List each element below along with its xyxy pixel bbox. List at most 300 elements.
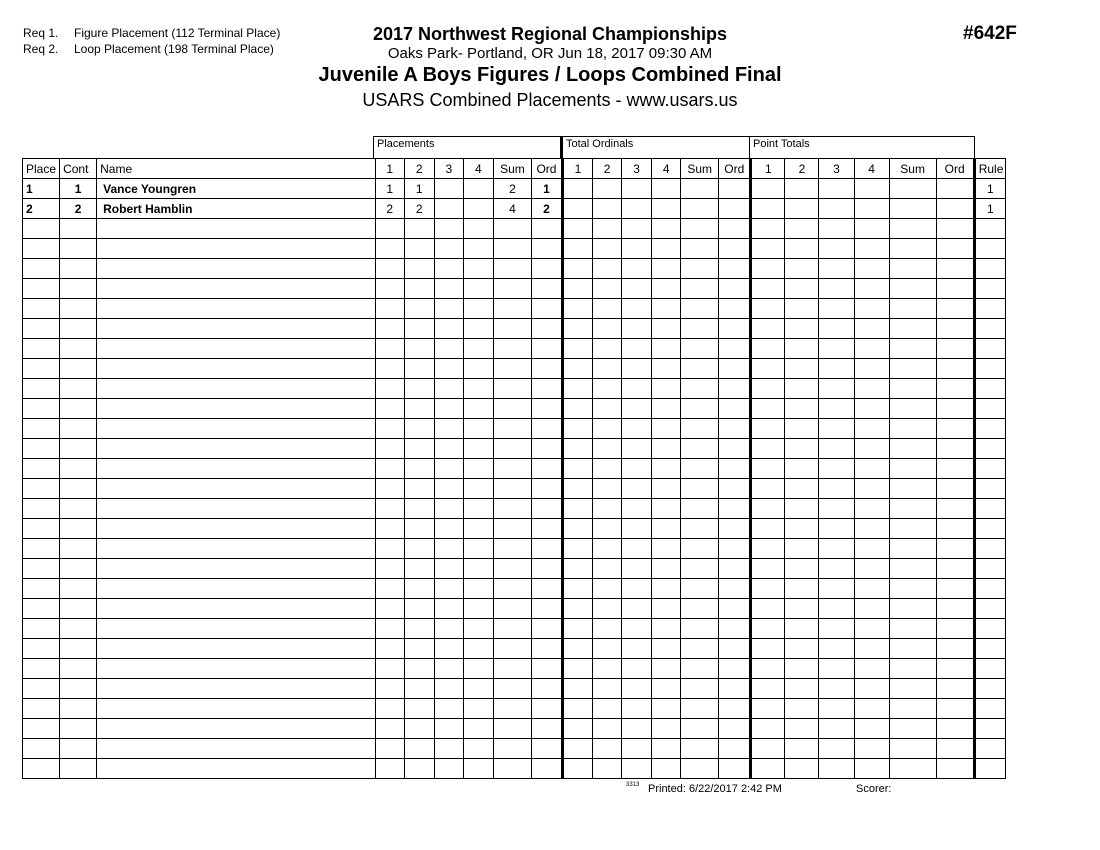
empty-cell <box>785 679 819 699</box>
empty-cell <box>751 259 785 279</box>
empty-cell <box>785 299 819 319</box>
empty-cell <box>463 219 493 239</box>
empty-cell <box>622 419 652 439</box>
empty-cell <box>97 299 376 319</box>
empty-cell <box>434 539 463 559</box>
empty-cell <box>681 399 719 419</box>
empty-cell <box>854 659 889 679</box>
empty-cell <box>23 319 60 339</box>
empty-row <box>23 559 1006 579</box>
empty-cell <box>60 579 97 599</box>
empty-cell <box>785 319 819 339</box>
col-placement-3: 3 <box>434 159 463 179</box>
empty-cell <box>819 399 854 419</box>
empty-cell <box>97 259 376 279</box>
empty-cell <box>493 379 531 399</box>
empty-cell <box>652 619 681 639</box>
empty-cell <box>974 239 1005 259</box>
empty-cell <box>854 319 889 339</box>
empty-cell <box>652 459 681 479</box>
empty-cell <box>60 479 97 499</box>
empty-cell <box>819 259 854 279</box>
empty-cell <box>97 379 376 399</box>
empty-cell <box>652 299 681 319</box>
empty-cell <box>404 699 434 719</box>
empty-cell <box>23 339 60 359</box>
empty-cell <box>889 579 936 599</box>
empty-cell <box>375 299 404 319</box>
empty-cell <box>622 719 652 739</box>
empty-cell <box>60 299 97 319</box>
empty-cell <box>97 639 376 659</box>
empty-cell <box>404 499 434 519</box>
empty-cell <box>563 259 593 279</box>
empty-cell <box>681 619 719 639</box>
empty-cell <box>854 539 889 559</box>
empty-cell <box>531 619 562 639</box>
empty-cell <box>23 719 60 739</box>
placement-2-cell: 1 <box>404 179 434 199</box>
empty-cell <box>463 379 493 399</box>
empty-cell <box>936 519 974 539</box>
empty-cell <box>751 639 785 659</box>
empty-cell <box>375 579 404 599</box>
empty-cell <box>593 679 622 699</box>
empty-cell <box>974 499 1005 519</box>
empty-cell <box>23 579 60 599</box>
empty-cell <box>681 279 719 299</box>
empty-cell <box>681 579 719 599</box>
points-4-cell <box>854 179 889 199</box>
empty-cell <box>785 579 819 599</box>
empty-cell <box>375 519 404 539</box>
empty-cell <box>60 699 97 719</box>
empty-cell <box>719 539 751 559</box>
empty-cell <box>681 299 719 319</box>
col-ordinal-3: 3 <box>622 159 652 179</box>
empty-cell <box>819 719 854 739</box>
empty-cell <box>889 339 936 359</box>
empty-cell <box>463 399 493 419</box>
empty-cell <box>23 739 60 759</box>
empty-cell <box>563 699 593 719</box>
empty-cell <box>681 699 719 719</box>
col-ordinal-ord: Ord <box>719 159 751 179</box>
empty-cell <box>375 479 404 499</box>
empty-cell <box>434 299 463 319</box>
empty-cell <box>785 219 819 239</box>
empty-cell <box>936 719 974 739</box>
empty-cell <box>889 219 936 239</box>
empty-cell <box>563 499 593 519</box>
empty-cell <box>375 259 404 279</box>
empty-cell <box>23 699 60 719</box>
empty-cell <box>936 299 974 319</box>
empty-cell <box>434 319 463 339</box>
empty-cell <box>531 439 562 459</box>
results-table <box>22 158 1006 779</box>
empty-cell <box>593 279 622 299</box>
empty-cell <box>493 619 531 639</box>
empty-cell <box>681 719 719 739</box>
empty-cell <box>375 599 404 619</box>
empty-cell <box>785 659 819 679</box>
empty-cell <box>936 599 974 619</box>
empty-cell <box>819 499 854 519</box>
placement-1-cell: 1 <box>375 179 404 199</box>
col-placement-ord: Ord <box>531 159 562 179</box>
empty-cell <box>622 559 652 579</box>
empty-cell <box>593 239 622 259</box>
empty-cell <box>936 659 974 679</box>
points-sum-cell <box>889 179 936 199</box>
empty-cell <box>785 379 819 399</box>
empty-cell <box>889 719 936 739</box>
empty-cell <box>854 339 889 359</box>
empty-cell <box>785 739 819 759</box>
empty-cell <box>434 459 463 479</box>
empty-cell <box>23 479 60 499</box>
empty-cell <box>652 559 681 579</box>
empty-cell <box>593 419 622 439</box>
empty-cell <box>375 439 404 459</box>
empty-cell <box>463 739 493 759</box>
empty-cell <box>463 459 493 479</box>
empty-cell <box>652 259 681 279</box>
empty-row <box>23 259 1006 279</box>
ordinal-sum-cell <box>681 179 719 199</box>
empty-cell <box>889 319 936 339</box>
empty-cell <box>652 699 681 719</box>
empty-cell <box>60 379 97 399</box>
empty-cell <box>652 419 681 439</box>
empty-cell <box>375 359 404 379</box>
empty-cell <box>889 519 936 539</box>
empty-cell <box>404 399 434 419</box>
empty-cell <box>97 319 376 339</box>
col-placement-4: 4 <box>463 159 493 179</box>
empty-cell <box>751 499 785 519</box>
empty-row <box>23 759 1006 779</box>
empty-cell <box>622 239 652 259</box>
empty-cell <box>531 219 562 239</box>
cont-cell: 2 <box>60 199 97 219</box>
empty-cell <box>375 219 404 239</box>
empty-cell <box>563 759 593 779</box>
empty-cell <box>60 539 97 559</box>
empty-cell <box>974 559 1005 579</box>
empty-cell <box>463 279 493 299</box>
empty-cell <box>751 619 785 639</box>
empty-cell <box>974 579 1005 599</box>
points-ord-cell <box>936 199 974 219</box>
empty-cell <box>751 719 785 739</box>
empty-cell <box>493 239 531 259</box>
place-cell: 1 <box>23 179 60 199</box>
empty-cell <box>404 539 434 559</box>
empty-cell <box>434 559 463 579</box>
empty-cell <box>889 499 936 519</box>
empty-cell <box>493 279 531 299</box>
empty-cell <box>974 699 1005 719</box>
empty-cell <box>434 499 463 519</box>
empty-cell <box>563 279 593 299</box>
empty-cell <box>936 759 974 779</box>
empty-cell <box>819 739 854 759</box>
empty-cell <box>974 719 1005 739</box>
empty-cell <box>493 639 531 659</box>
empty-cell <box>404 439 434 459</box>
empty-cell <box>974 539 1005 559</box>
empty-cell <box>23 299 60 319</box>
empty-cell <box>622 359 652 379</box>
empty-cell <box>936 559 974 579</box>
empty-cell <box>493 699 531 719</box>
empty-cell <box>23 679 60 699</box>
empty-cell <box>593 539 622 559</box>
empty-cell <box>819 439 854 459</box>
empty-cell <box>819 619 854 639</box>
empty-cell <box>23 559 60 579</box>
empty-cell <box>493 599 531 619</box>
empty-cell <box>719 739 751 759</box>
empty-cell <box>563 219 593 239</box>
empty-cell <box>719 639 751 659</box>
empty-cell <box>751 439 785 459</box>
empty-cell <box>819 699 854 719</box>
empty-cell <box>60 659 97 679</box>
empty-row <box>23 639 1006 659</box>
empty-cell <box>854 619 889 639</box>
points-2-cell <box>785 179 819 199</box>
placement-ord-cell: 1 <box>531 179 562 199</box>
empty-cell <box>404 579 434 599</box>
rule-cell: 1 <box>974 199 1005 219</box>
empty-cell <box>936 439 974 459</box>
points-sum-cell <box>889 199 936 219</box>
empty-cell <box>404 739 434 759</box>
place-cell: 2 <box>23 199 60 219</box>
empty-cell <box>622 299 652 319</box>
empty-cell <box>404 619 434 639</box>
empty-cell <box>531 379 562 399</box>
empty-cell <box>889 279 936 299</box>
ordinal-ord-cell <box>719 179 751 199</box>
empty-cell <box>854 639 889 659</box>
empty-cell <box>531 399 562 419</box>
empty-row <box>23 219 1006 239</box>
empty-cell <box>23 359 60 379</box>
empty-row <box>23 519 1006 539</box>
empty-cell <box>593 719 622 739</box>
empty-cell <box>434 579 463 599</box>
empty-cell <box>785 459 819 479</box>
empty-cell <box>681 539 719 559</box>
empty-cell <box>60 259 97 279</box>
empty-cell <box>375 239 404 259</box>
empty-cell <box>785 239 819 259</box>
empty-cell <box>854 499 889 519</box>
empty-cell <box>854 759 889 779</box>
empty-cell <box>375 679 404 699</box>
empty-cell <box>974 639 1005 659</box>
empty-cell <box>434 419 463 439</box>
empty-cell <box>785 639 819 659</box>
empty-cell <box>652 599 681 619</box>
col-placement-2: 2 <box>404 159 434 179</box>
empty-cell <box>889 699 936 719</box>
empty-cell <box>854 579 889 599</box>
requirement-label: Req 1. <box>23 26 59 40</box>
empty-cell <box>531 639 562 659</box>
empty-cell <box>854 739 889 759</box>
empty-cell <box>622 519 652 539</box>
empty-cell <box>974 659 1005 679</box>
empty-cell <box>889 399 936 419</box>
empty-cell <box>493 539 531 559</box>
empty-row <box>23 379 1006 399</box>
empty-cell <box>404 519 434 539</box>
empty-cell <box>404 379 434 399</box>
empty-cell <box>652 339 681 359</box>
empty-cell <box>493 319 531 339</box>
empty-cell <box>681 759 719 779</box>
empty-cell <box>854 279 889 299</box>
championship-title: 2017 Northwest Regional Championships <box>372 24 728 44</box>
empty-cell <box>97 719 376 739</box>
empty-cell <box>936 399 974 419</box>
empty-cell <box>493 659 531 679</box>
empty-cell <box>889 739 936 759</box>
empty-cell <box>531 339 562 359</box>
empty-cell <box>622 599 652 619</box>
empty-cell <box>854 219 889 239</box>
empty-cell <box>493 439 531 459</box>
empty-cell <box>531 279 562 299</box>
empty-cell <box>974 319 1005 339</box>
empty-cell <box>593 519 622 539</box>
col-place: Place <box>23 159 60 179</box>
empty-cell <box>974 299 1005 319</box>
empty-cell <box>719 519 751 539</box>
empty-cell <box>889 259 936 279</box>
empty-cell <box>889 639 936 659</box>
empty-cell <box>719 579 751 599</box>
empty-row <box>23 459 1006 479</box>
empty-cell <box>375 719 404 739</box>
empty-cell <box>23 659 60 679</box>
empty-row <box>23 699 1006 719</box>
empty-cell <box>785 619 819 639</box>
empty-cell <box>936 499 974 519</box>
group-placements: Placements <box>373 136 562 158</box>
empty-cell <box>593 659 622 679</box>
empty-cell <box>889 599 936 619</box>
empty-cell <box>463 259 493 279</box>
empty-cell <box>622 379 652 399</box>
empty-cell <box>404 639 434 659</box>
empty-cell <box>60 399 97 419</box>
placement-3-cell <box>434 199 463 219</box>
empty-cell <box>60 499 97 519</box>
empty-cell <box>936 699 974 719</box>
empty-cell <box>97 679 376 699</box>
empty-cell <box>375 699 404 719</box>
placement-sum-cell: 2 <box>493 179 531 199</box>
empty-cell <box>434 679 463 699</box>
empty-cell <box>593 619 622 639</box>
empty-cell <box>751 599 785 619</box>
empty-cell <box>463 539 493 559</box>
empty-cell <box>974 419 1005 439</box>
empty-cell <box>404 279 434 299</box>
placement-4-cell <box>463 199 493 219</box>
empty-cell <box>889 659 936 679</box>
empty-cell <box>493 339 531 359</box>
empty-cell <box>434 739 463 759</box>
empty-cell <box>889 619 936 639</box>
empty-cell <box>652 539 681 559</box>
empty-cell <box>974 379 1005 399</box>
col-placement-sum: Sum <box>493 159 531 179</box>
empty-cell <box>819 339 854 359</box>
empty-cell <box>652 579 681 599</box>
empty-cell <box>434 439 463 459</box>
empty-cell <box>493 479 531 499</box>
empty-cell <box>785 519 819 539</box>
printed-timestamp: Printed: 6/22/2017 2:42 PM <box>648 783 782 795</box>
empty-cell <box>23 239 60 259</box>
empty-cell <box>751 679 785 699</box>
empty-cell <box>889 539 936 559</box>
empty-cell <box>593 599 622 619</box>
empty-cell <box>652 499 681 519</box>
empty-cell <box>889 479 936 499</box>
empty-cell <box>23 399 60 419</box>
empty-cell <box>652 359 681 379</box>
empty-cell <box>681 479 719 499</box>
empty-cell <box>751 699 785 719</box>
empty-cell <box>889 239 936 259</box>
empty-cell <box>531 699 562 719</box>
empty-cell <box>974 279 1005 299</box>
empty-cell <box>751 659 785 679</box>
empty-cell <box>463 499 493 519</box>
empty-cell <box>719 439 751 459</box>
empty-cell <box>819 759 854 779</box>
empty-cell <box>97 659 376 679</box>
empty-cell <box>936 319 974 339</box>
empty-cell <box>751 519 785 539</box>
empty-row <box>23 399 1006 419</box>
empty-cell <box>23 599 60 619</box>
empty-cell <box>493 579 531 599</box>
empty-cell <box>593 739 622 759</box>
empty-cell <box>593 459 622 479</box>
empty-cell <box>97 339 376 359</box>
empty-cell <box>785 479 819 499</box>
empty-cell <box>974 359 1005 379</box>
rule-cell: 1 <box>974 179 1005 199</box>
col-rule: Rule <box>974 159 1005 179</box>
empty-cell <box>404 359 434 379</box>
empty-row <box>23 719 1006 739</box>
empty-cell <box>60 459 97 479</box>
empty-cell <box>375 459 404 479</box>
empty-cell <box>97 739 376 759</box>
empty-cell <box>493 219 531 239</box>
empty-cell <box>936 639 974 659</box>
